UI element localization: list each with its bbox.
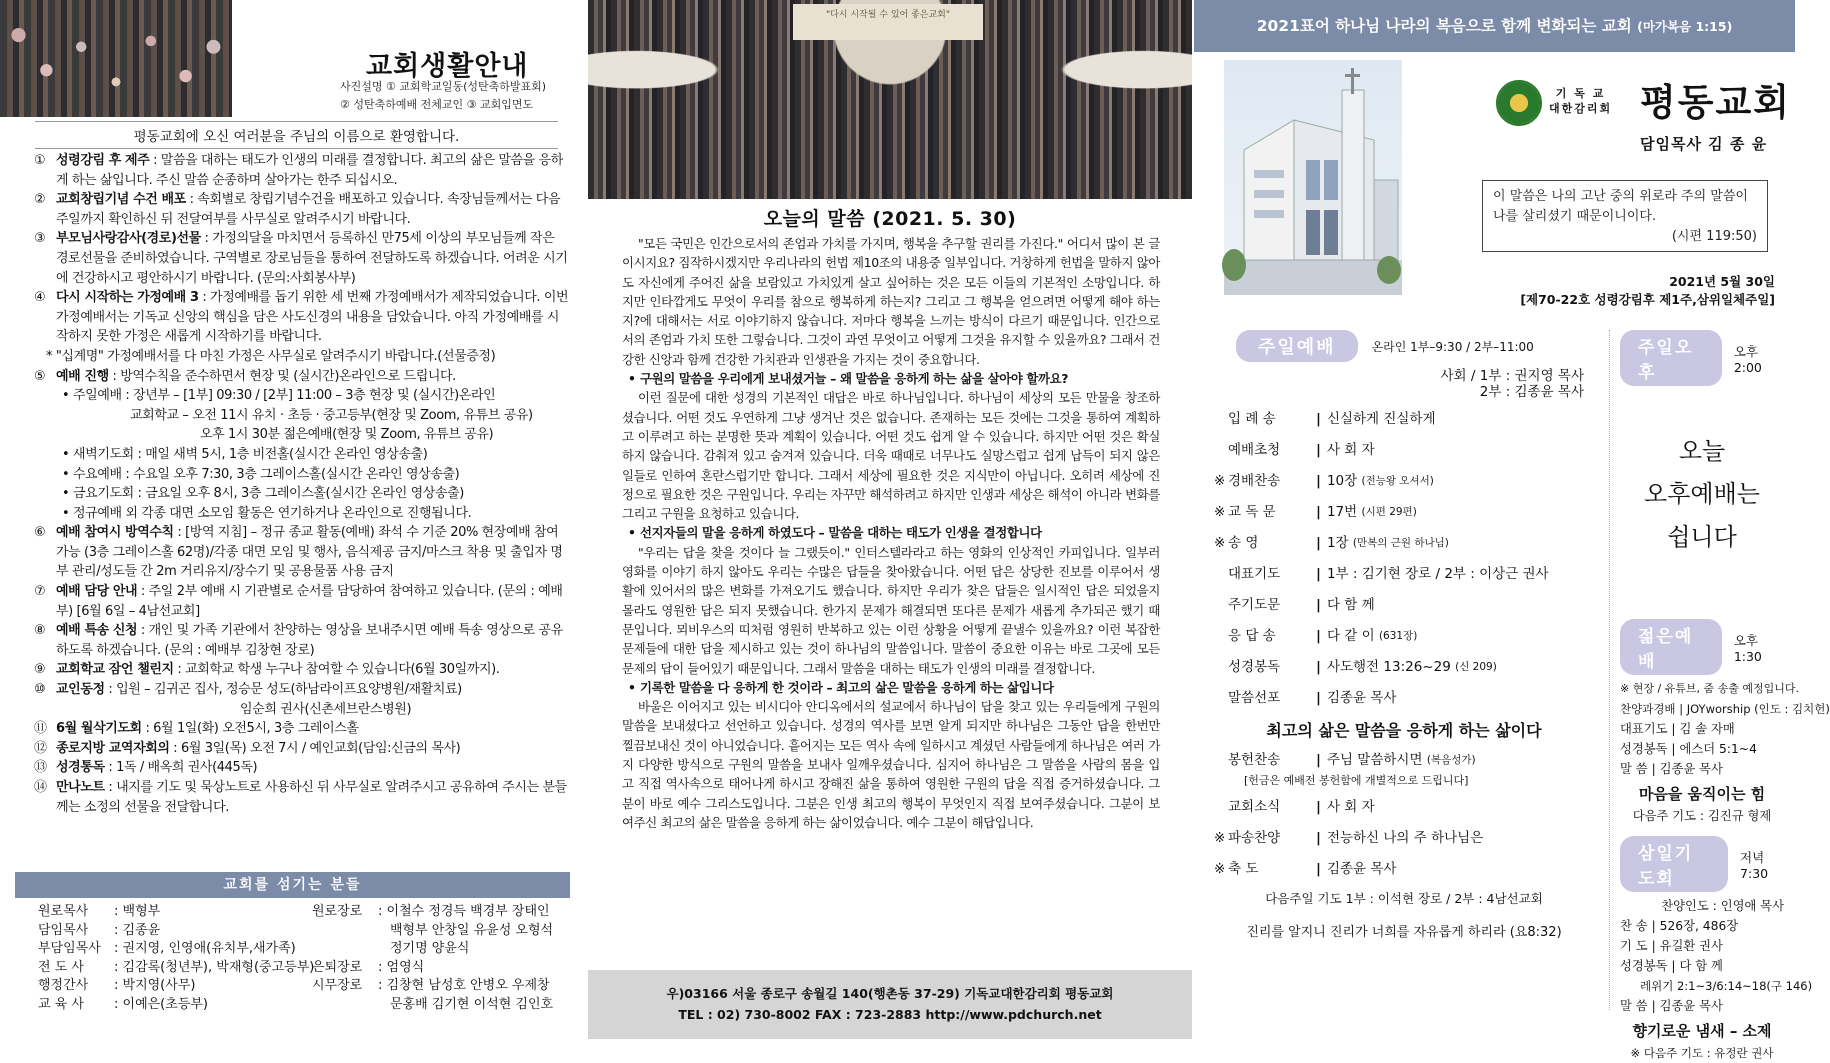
announcement-item: ③ 부모님사랑감사(경로)선물 : 가정의달을 마치면서 등록하신 만75세 이상의 부모님들께 작은 경로선물을 준비하였습니다. 구역별로 장로님들을 통하여 전달하도록 하겠습니다. 어려운 시기에 건강하시고 평안하시기 바랍니다. (문의:사회봉사부) xyxy=(34,231,568,286)
church-phone-web: TEL : 02) 730-8002 FAX : 723-2883 http://www.pdchurch.net xyxy=(678,1007,1102,1022)
order-item: 봉헌찬송 | 주님 말씀하시면 (복음성가) xyxy=(1228,752,1476,768)
announcement-item: ① 성령강림 후 제주 : 말씀을 대하는 태도가 인생의 미래를 결정합니다. 최고의 삶은 말씀을 응하게 하는 삶입니다. 주신 말씀 순종하며 살아가는 한주 되십시오. xyxy=(34,153,563,188)
afternoon-service-label: 주일오후 xyxy=(1620,330,1722,386)
staff-row: 행정간사 : 박지영(사무) xyxy=(38,978,196,993)
sermon-paragraph: 바울은 이어지고 있는 비시디아 안디옥에서의 설교에서 하나님이 답을 찾고 있는 우리들에게 구원의 말씀을 보내셨다고 선언하고 있습니다. 성경의 역사를 보면 알게 되지만 하나님은 그동안 답을 한번만 찔끔보내신 것이 아니었습니다. 흩어지는 모든 역사 속에 일하시고 계셨던 사람들에게 하나님은 여러 가지 다양한 방식으로 구원의 말씀을 보내사 일깨우셨습니다. 심지어 하나님은 그 말씀을 사람의 몸을 입고 직접 역사속으로 태어나게 하시고 장해진 삶을 통하여 영원한 구원의 답을 직접 증거하셨습니다. 그분이 바로 예수 그리스도입니다. 그분은 인생 최고의 행복이 무엇인지 직접 보여주셨습니다. 그분이 보여주신 최고의 삶은 말씀을 응하게 하는 삶이었습니다. 예수 그분이 해답입니다. xyxy=(622,699,1160,830)
announcement-item: ⑧ 예배 특송 신청 : 개인 및 가족 기관에서 찬양하는 영상을 보내주시면 예배 특송 영상으로 공유하도록 하겠습니다. (문의 : 예배부 김창현 장로) xyxy=(34,623,563,658)
wednesday-line: 찬 송 | 526장, 486장 xyxy=(1620,919,1739,933)
wednesday-line: 레위기 2:1~3/6:14~18(구 146) xyxy=(1640,979,1813,993)
worship-schedule-line: • 수요예배 : 수요일 오후 7:30, 3층 그레이스홀(실시간 온라인 영상송출) xyxy=(62,466,460,482)
elder-row: 은퇴장로 : 엄영식 xyxy=(312,959,425,975)
young-line: 찬양과경배 | JOYworship (인도 : 김치헌) xyxy=(1620,702,1830,716)
yearly-motto-banner xyxy=(1194,0,1795,52)
announcement-item: ⑭ 만나노트 : 내지를 기도 및 묵상노트로 사용하신 뒤 사무실로 알려주시고 공유하여 주시는 분들께는 소정의 선물을 전달합니다. xyxy=(34,780,567,815)
young-service-time: 오후 1:30 xyxy=(1733,632,1762,664)
wednesday-service-time: 저녁 7:30 xyxy=(1740,849,1769,881)
young-line: ※ 현장 / 유튜브, 줌 송출 예정입니다. xyxy=(1620,682,1800,695)
issue-number: [제70-22호 성령강림후 제1주,삼위일체주일] xyxy=(1520,292,1775,307)
wednesday-service-header xyxy=(1620,836,1784,892)
church-life-panel xyxy=(0,0,583,1039)
announcement-item: ⑪ 6월 월삭기도회 : 6월 1일(화) 오전5시, 3층 그레이스홀 xyxy=(34,721,359,737)
sermon-paragraph: "모든 국민은 인간으로서의 존엄과 가치를 가지며, 행복을 추구할 권리를 가진다." 어디서 많이 본 글이시지요? 짐작하시겠지만 우리나라의 헌법 제10조의 내용중 일부입니다. 거창하게 헌법을 말하지 않아도 자신에게 주어진 삶을 보람있고 가치있게 살고 싶어하는 것은 모든 이들의 기본적인 소망입니다. 하지만 인타깝게도 무엇이 우리를 참으로 행복하게 하는지? 그리고 그 행복을 얻으려면 어떻게 해야 하는지?에 대해서는 서로 이야기하지 않습니다. 저마다 행복을 느끼는 방식이 다르기 때문입니다. 인간으로서의 존엄과 가치 또한 그렇습니다. 그것이 과연 무엇이고 어떻게 그것을 유지할 수 있을까요? 그래서 건강한 신앙과 함께 건강한 가치관과 인생관을 가지는 것이 중요합니다. xyxy=(622,236,1160,367)
wednesday-line: 찬양인도 : 인영애 목사 xyxy=(1661,899,1784,913)
order-item: 입 례 송 | 신실하게 진실하게 xyxy=(1228,411,1436,427)
announcement-item: 임순희 권사(신촌세브란스병원) xyxy=(240,701,412,717)
announcement-item: ⑫ 종로지방 교역자회의 : 6월 3일(목) 오전 7시 / 예인교회(담임:신금의 목사) xyxy=(34,740,461,756)
elder-row: 문홍배 김기현 이석현 김인호 xyxy=(390,996,554,1012)
denomination-label: 기 독 교 대한감리회 xyxy=(1549,87,1613,115)
photo-caption: 사진설명 ① 교회학교일동(성탄축하발표회) xyxy=(340,80,547,93)
announcement-item: ④ 다시 시작하는 가정예배 3 : 가정예배를 돕기 위한 세 번째 가정예배서가 제작되었습니다. 이번 가정예배서는 기독교 신앙의 핵심을 담은 사도신경의 내용을 담았습니다. 아직 가정예배를 시작하지 못한 가정은 새롭게 시작하기를 바랍니다. xyxy=(34,290,569,345)
order-item: 응 답 송 | 다 같 이 (631장) xyxy=(1228,628,1418,644)
announcement-item: ⑩ 교인동정 : 입원 – 김귀곤 집사, 정승문 성도(하남라이프요양병원/재활치료) xyxy=(34,682,462,698)
order-item: ※ 축 도 | 김종윤 목사 xyxy=(1214,861,1397,877)
worship-schedule-line: • 금요기도회 : 금요일 오후 8시, 3층 그레이스홀(실시간 온라인 영상송출) xyxy=(62,486,464,502)
verse-reference: (시편 119:50) xyxy=(1671,229,1757,244)
announcement-item: ⑬ 성경통독 : 1독 / 배옥희 권사(445독) xyxy=(34,760,258,776)
worship-schedule-line: • 새벽기도회 : 매일 새벽 5시, 1층 비전홀(실시간 온라인 영상송출) xyxy=(62,446,428,462)
announcement-item: ⑥ 예배 참여시 방역수칙 : [방역 지침] – 정규 종교 활동(예배) 좌석 수 기준 20% 현장예배 참여 가능 (3층 그레이스홀 62명)/각종 대면 모임 및 행사, 음식제공 금지/마스크 착용 및 출입자 명부 관리/성도들 간 2m 거리유지/장수기 및 공용물품 사용 금지 xyxy=(34,525,563,580)
wednesday-line: 성경봉독 | 다 함 께 xyxy=(1620,959,1723,973)
announcement-item: ⑤ 예배 진행 : 방역수칙을 준수하면서 현장 및 (실시간)온라인으로 드립니다. xyxy=(34,368,456,384)
elders-list xyxy=(312,903,553,1014)
young-sermon-title: 마음을 움직이는 힘 xyxy=(1638,785,1766,803)
next-week-prayer: 다음주일 기도 1부 : 이석현 장로 / 2부 : 4남선교회 xyxy=(1265,891,1543,906)
church-building-icon xyxy=(1224,60,1402,295)
congregation-photo xyxy=(588,0,1192,199)
order-item: 성경봉독 | 사도행전 13:26~29 (신 209) xyxy=(1228,659,1497,675)
order-item: ※ 교 독 문 | 17번 (시편 29편) xyxy=(1214,504,1417,520)
motto-text: 2021표어 하나님 나라의 복음으로 함께 변화되는 교회 xyxy=(1256,17,1632,35)
young-line: 성경봉독 | 에스더 5:1~4 xyxy=(1620,742,1757,756)
young-line: 대표기도 | 김 솔 자매 xyxy=(1620,722,1735,736)
staff-row: 담임목사 : 김종윤 xyxy=(38,922,161,938)
announcement-list xyxy=(30,151,570,817)
young-service-label: 젊은예배 xyxy=(1620,619,1722,675)
order-list xyxy=(1214,404,1594,714)
welcome-text: 평동교회에 오신 여러분을 주님의 이름으로 환영합니다. xyxy=(35,121,558,149)
afternoon-cancel-notice: 오늘 오후예배는 쉽니다 xyxy=(1644,437,1760,551)
senior-pastor: 담임목사 김 종 윤 xyxy=(1640,135,1768,153)
order-item: ※ 경배찬송 | 10장 (전능왕 오셔서) xyxy=(1214,473,1434,489)
page-title: 교회생활안내 xyxy=(366,51,529,82)
elder-row: 정기명 양윤식 xyxy=(390,941,470,956)
afternoon-service-time: 오후 2:00 xyxy=(1733,343,1762,375)
church-building-illustration xyxy=(1224,60,1402,295)
sunday-worship-time: 온라인 1부–9:30 / 2부–11:00 xyxy=(1371,339,1534,354)
wednesday-line: 말 씀 | 김종윤 목사 xyxy=(1620,999,1723,1013)
announcement-item: ② 교회창립기념 수건 배포 : 속회별로 창립기념수건을 배포하고 있습니다. 속장님들께서는 다음주일까지 확인하신 뒤 전달여부를 사무실로 알려주시기 바랍니다. xyxy=(34,192,561,227)
sermon-paragraph: "우리는 답을 찾을 것이다 늘 그랬듯이." 인터스텔라라고 하는 영화의 인상적인 카피입니다. 일부러 영화를 이야기 하지 않아도 우리는 수많은 답들을 찾아왔습니다. 어떤 답은 상당한 진보를 이루어서 생활에 있어서의 많은 변화를 가져오기도 했습니다. 하지만 우리가 찾은 답들은 일시적인 답은 되었을지 몰라도 영원한 답은 되지 못했습니다. 한가지 문제가 해결되면 또다른 문제가 새롭게 추가되곤 했기 때문입니다. 뫼비우스의 띠처럼 영원히 반복하고 있는 이런 상황을 어떻게 끝낼수 있을까요? 이런 복잡한 문제들에 대한 답을 제시하고 있는 것이 하나님의 말씀입니다. 말씀이 중요한 이유는 바로 그곳에 모든 문제의 답이 들어있기 때문입니다. 그래서 말씀을 대하는 태도가 인생의 미래를 결정합니다. xyxy=(622,544,1160,676)
other-services xyxy=(1609,330,1830,1060)
church-motto: 진리를 알지니 진리가 너희를 자유롭게 하리라 (요8:32) xyxy=(1246,925,1562,940)
staff-list xyxy=(38,903,314,1014)
young-next-prayer: 다음주 기도 : 김진규 형제 xyxy=(1632,809,1772,823)
order-item: 교회소식 | 사 회 자 xyxy=(1228,799,1375,815)
photo-banner: "다시 시작될 수 있어 좋은교회" xyxy=(793,4,983,40)
order-item: 말씀선포 | 김종윤 목사 xyxy=(1228,690,1397,706)
afternoon-service-header xyxy=(1620,330,1784,386)
church-contact-footer xyxy=(588,970,1192,1039)
weekly-verse-box xyxy=(1482,180,1768,252)
church-name: 평동교회 xyxy=(1640,80,1791,124)
wednesday-next-prayer: ※ 다음주 기도 : 유정란 권사 xyxy=(1630,1046,1774,1060)
sermon-heading: • 구원의 말씀을 우리에게 보내셨거늘 – 왜 말씀을 응하게 하는 삶을 살아야 할까요? xyxy=(622,369,1160,388)
church-address: 우)03166 서울 종로구 송월길 140(행촌동 37-29) 기독교대한감리회 평동교회 xyxy=(666,986,1114,1001)
photo-caption: ② 성탄축하예배 전체교인 ③ 교회입면도 xyxy=(340,98,534,111)
sermon-heading: • 기록한 말씀을 다 응하게 한 것이라 – 최고의 삶은 말씀을 응하게 하는 삶입니다 xyxy=(622,678,1160,697)
worship-schedule-line: • 정규예배 외 각종 대면 소모임 활동은 연기하거나 온라인으로 진행됩니다. xyxy=(62,505,472,521)
worship-schedule-line: 오후 1시 30분 젊은예배(현장 및 Zoom, 유튜브 공유) xyxy=(200,427,494,443)
announcement-note: * "십계명" 가정예배서를 다 마친 가정은 사무실로 알려주시기 바랍니다.(선물증정) xyxy=(46,348,496,364)
order-item: 대표기도 | 1부 : 김기현 장로 / 2부 : 이상근 권사 xyxy=(1228,566,1549,582)
sermon-body xyxy=(622,234,1160,832)
sunday-worship-order xyxy=(1214,330,1594,940)
sermon-panel xyxy=(588,0,1192,1039)
order-item: ※ 파송찬양 | 전능하신 나의 주 하나님은 xyxy=(1214,830,1484,846)
sermon-title: 오늘의 말씀 (2021. 5. 30) xyxy=(763,208,1017,230)
verse-text: 이 말씀은 나의 고난 중의 위로라 주의 말씀이 나를 살리셨기 때문이니이다. xyxy=(1493,189,1748,224)
young-line: 말 씀 | 김종윤 목사 xyxy=(1620,762,1723,776)
announcement-item: ⑦ 예배 담당 안내 : 주일 2부 예배 시 기관별로 순서를 담당하여 참여하고 있습니다. (문의 : 예배부) [6월 6일 – 4남선교회] xyxy=(34,584,563,619)
young-service-header xyxy=(1620,619,1784,675)
sunday-school-photo xyxy=(0,0,232,117)
worship-schedule-line: • 주일예배 : 장년부 – [1부] 09:30 / [2부] 11:00 – 3층 현장 및 (실시간)온라인 xyxy=(62,388,496,404)
wednesday-service-label: 삼일기도회 xyxy=(1620,836,1728,892)
section-header: 교회를 섬기는 분들 xyxy=(15,872,570,898)
offering-note: [헌금은 예배전 봉헌함에 개별적으로 드립니다] xyxy=(1244,774,1469,787)
staff-row: 부담임목사 : 권지영, 인영애(유치부,새가족) xyxy=(38,941,296,956)
wednesday-sermon-title: 향기로운 냄새 – 소제 xyxy=(1632,1022,1772,1040)
sermon-title-order: 최고의 삶은 말씀을 응하게 하는 삶이다 xyxy=(1266,721,1542,740)
wednesday-line: 기 도 | 유길환 권사 xyxy=(1620,939,1723,953)
worship-schedule-line: 교회학교 – 오전 11시 유치 · 초등 · 중고등부(현장 및 Zoom, 유튜브 공유) xyxy=(130,407,533,423)
sermon-heading: • 선지자들의 말을 응하게 하였도다 – 말씀을 대하는 태도가 인생을 결정합니다 xyxy=(622,523,1160,542)
order-item: 예배초청 | 사 회 자 xyxy=(1228,442,1375,458)
staff-row: 원로목사 : 백형부 xyxy=(38,904,161,919)
worship-leaders: 사회 / 1부 : 권지영 목사 2부 : 김종윤 목사 xyxy=(1440,368,1584,400)
bulletin-date: 2021년 5월 30일 [제70-22호 성령강림후 제1주,삼위일체주일] xyxy=(1520,274,1775,307)
announcement-item: ⑨ 교회학교 잠언 챌린지 : 교회학교 학생 누구나 참여할 수 있습니다(6월 30일까지). xyxy=(34,662,500,678)
order-item: 주기도문 | 다 함 께 xyxy=(1228,597,1375,613)
sermon-paragraph: 이런 질문에 대한 성경의 기본적인 대답은 바로 하나님입니다. 하나님이 세상의 모든 만물을 창조하셨습니다. 어떤 것도 우연하게 그냥 생겨난 것은 없습니다. 존재하는 모든 것에는 그것을 통하여 계획하고 이루려고 하는 분명한 뜻과 계획이 있습니다. 어떤 것도 쉽게 알 수 있습니다. 하지만 어떤 것은 확실하지 않습니다. 감춰져 있고 숨겨져 있습니다. 더욱 때때로 너무나도 실망스럽고 쉽게 납득이 되지 않은 일들로 인하여 혼란스럽기만 합니다. 그래서 세상에 필요한 것은 지식만이 아닙니다. 오히려 세상에 진정으로 필요한 것은 구원입니다. 우리는 자꾸만 해석하려고 하지만 인생과 세상은 해석이 아니라 변화를 그리고 구원을 요청하고 있습니다. xyxy=(622,390,1160,522)
elder-row: 백형부 안창일 유윤성 오형석 xyxy=(390,922,554,938)
methodist-logo-icon xyxy=(1496,80,1542,126)
staff-row: 전 도 사 : 김감록(청년부), 박재형(중고등부) xyxy=(38,959,315,975)
order-item: ※ 송 영 | 1장 (만복의 근원 하나님) xyxy=(1214,535,1449,551)
order-list xyxy=(1214,792,1594,885)
elder-row: 원로장로 : 이철수 정경득 백경부 장태인 xyxy=(312,904,550,919)
staff-row: 교 육 사 : 이예은(초등부) xyxy=(38,996,209,1012)
motto-ref: (마가복음 1:15) xyxy=(1637,19,1733,34)
cover-panel xyxy=(1194,0,1830,1060)
sunday-worship-label: 주일예배 xyxy=(1236,330,1358,362)
elder-row: 시무장로 : 김창현 남성호 안병오 우제창 xyxy=(312,978,550,993)
